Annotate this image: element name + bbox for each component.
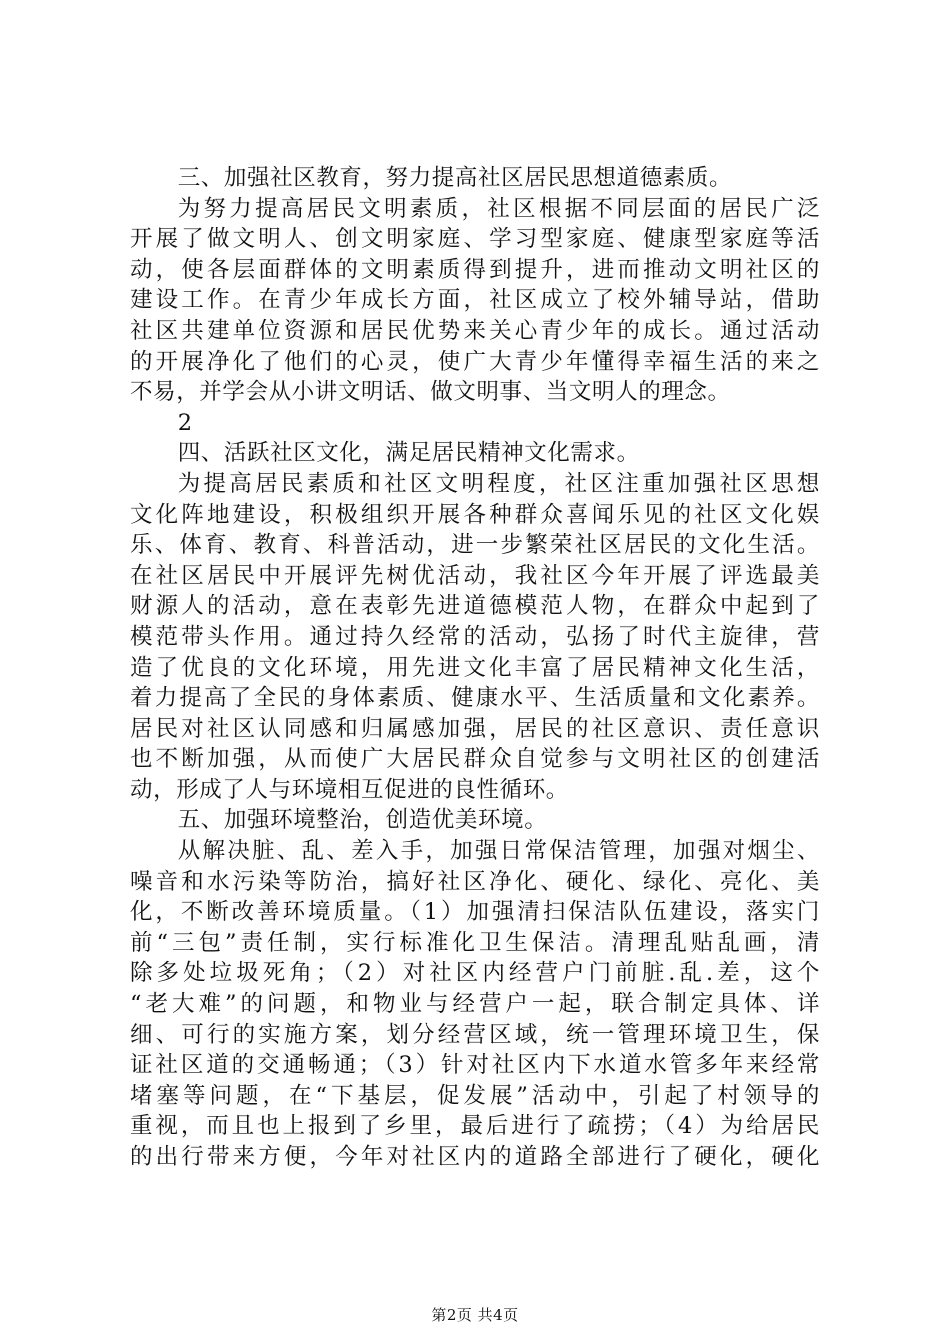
text-line: 模范带头作用。通过持久经常的活动，弘扬了时代主旋律，营 <box>130 623 820 650</box>
text-line: 前“三包”责任制，实行标准化卫生保洁。清理乱贴乱画，清 <box>130 929 820 956</box>
text-line: 三、加强社区教育，努力提高社区居民思想道德素质。 <box>177 165 733 191</box>
text-line: 四、活跃社区文化，满足居民精神文化需求。 <box>177 440 640 467</box>
text-line: 噪音和水污染等防治，搞好社区净化、硬化、绿化、亮化、美 <box>130 868 820 895</box>
text-line: 财源人的活动，意在表彰先进道德模范人物，在群众中起到了 <box>130 593 820 620</box>
text-line: 为努力提高居民文明素质，社区根据不同层面的居民广泛 <box>177 195 820 222</box>
text-line: 着力提高了全民的身体素质、健康水平、生活质量和文化素养。 <box>130 685 820 712</box>
text-line: 在社区居民中开展评先树优活动，我社区今年开展了评选最美 <box>130 562 820 589</box>
text-line: 居民对社区认同感和归属感加强，居民的社区意识、责任意识 <box>130 715 820 742</box>
text-line: 2 <box>177 409 193 436</box>
text-line: 建设工作。在青少年成长方面，社区成立了校外辅导站，借助 <box>130 287 820 314</box>
text-line: 社区共建单位资源和居民优势来关心青少年的成长。通过活动 <box>130 317 820 344</box>
text-line: “老大难”的问题，和物业与经营户一起，联合制定具体、详 <box>130 991 820 1018</box>
text-line: 乐、体育、教育、科普活动，进一步繁荣社区居民的文化生活。 <box>130 532 820 559</box>
text-line: 开展了做文明人、创文明家庭、学习型家庭、健康型家庭等活 <box>130 226 820 253</box>
text-line: 重视，而且也上报到了乡里，最后进行了疏捞；（4）为给居民 <box>130 1113 820 1140</box>
text-line: 不易，并学会从小讲文明话、做文明事、当文明人的理念。 <box>130 379 731 406</box>
text-line: 文化阵地建设，积极组织开展各种群众喜闻乐见的社区文化娱 <box>130 501 820 528</box>
text-line: 造了优良的文化环境，用先进文化丰富了居民精神文化生活， <box>130 654 820 681</box>
text-line: 的出行带来方便，今年对社区内的道路全部进行了硬化，硬化 <box>130 1144 820 1170</box>
text-line: 从解决脏、乱、差入手，加强日常保洁管理，加强对烟尘、 <box>177 838 820 865</box>
text-line: 的开展净化了他们的心灵，使广大青少年懂得幸福生活的来之 <box>130 348 820 375</box>
text-line: 除多处垃圾死角；（2）对社区内经营户门前脏.乱.差，这个 <box>130 960 820 987</box>
text-line: 为提高居民素质和社区文明程度，社区注重加强社区思想 <box>177 470 820 497</box>
text-line: 动，形成了人与环境相互促进的良性循环。 <box>130 776 569 803</box>
text-line: 化，不断改善环境质量。（1）加强清扫保洁队伍建设，落实门 <box>130 899 820 926</box>
document-body <box>130 163 820 1173</box>
text-line: 堵塞等问题，在“下基层，促发展”活动中，引起了村领导的 <box>130 1082 820 1109</box>
text-line: 证社区道的交通畅通；（3）针对社区内下水道水管多年来经常 <box>130 1052 820 1079</box>
page-footer: 第2页 共4页 <box>431 1306 519 1324</box>
text-line: 五、加强环境整治，创造优美环境。 <box>177 807 548 834</box>
text-line: 动，使各层面群体的文明素质得到提升，进而推动文明社区的 <box>130 256 820 283</box>
text-line: 细、可行的实施方案，划分经营区域，统一管理环境卫生，保 <box>130 1021 820 1048</box>
text-line: 也不断加强，从而使广大居民群众自觉参与文明社区的创建活 <box>130 746 820 773</box>
